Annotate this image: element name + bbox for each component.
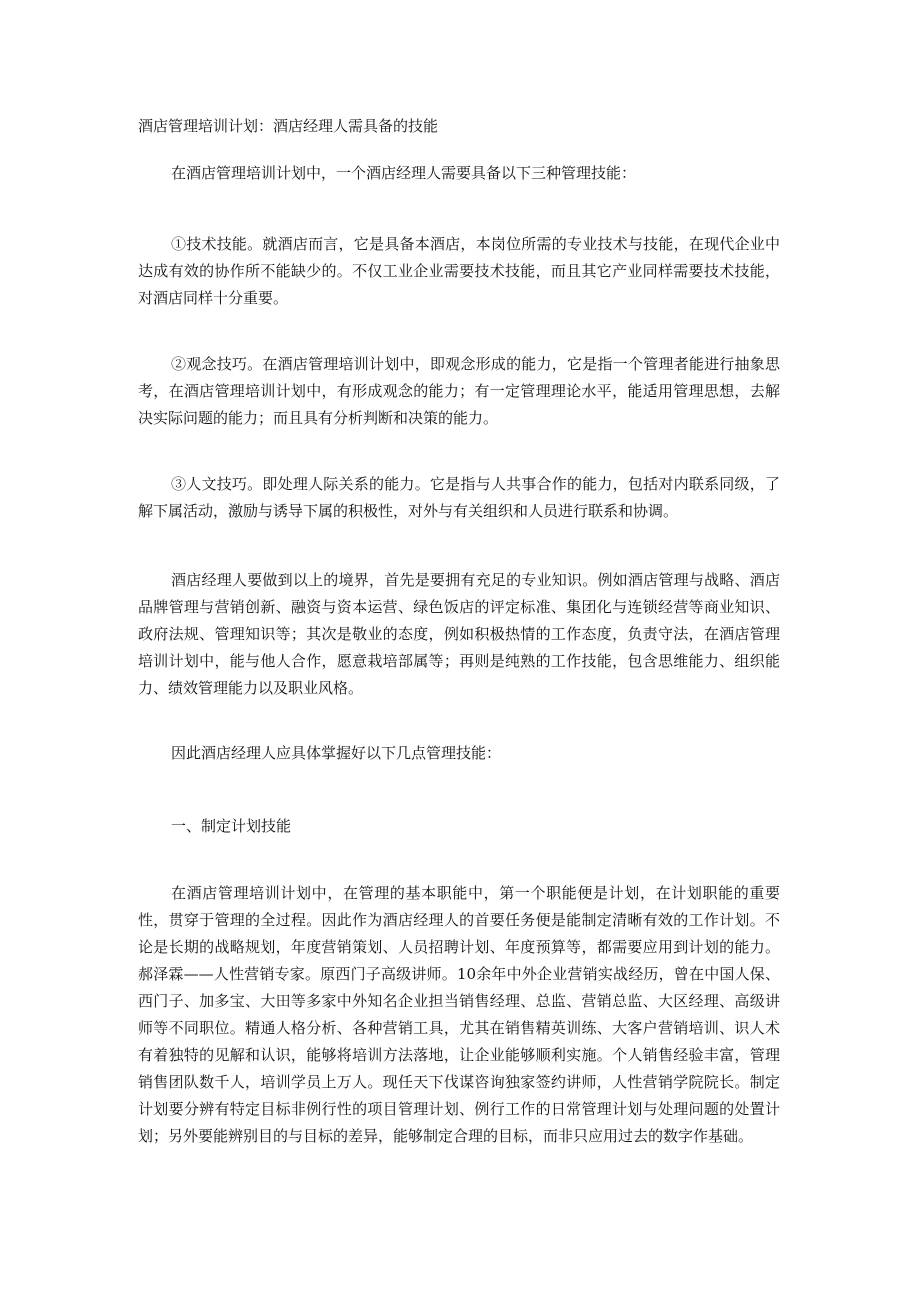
document-title: 酒店管理培训计划：酒店经理人需具备的技能: [138, 117, 439, 135]
paragraph-knowledge: 酒店经理人要做到以上的境界，首先是要拥有充足的专业知识。例如酒店管理与战略、酒店品牌管理与营销创新、融资与资本运营、绿色饭店的评定标准、集团化与连锁经营等商业知识、政府法规、管理知识等；其次是敬业的态度，例如积极热情的工作态度，负责守法，在酒店管理培训计划中，能与他人合作，愿意栽培部属等；再则是纯熟的工作技能，包含思维能力、组织能力、绩效管理能力以及职业风格。: [138, 571, 780, 697]
paragraph-conceptual-skill: ②观念技巧。在酒店管理培训计划中，即观念形成的能力，它是指一个管理者能进行抽象思考，在酒店管理培训计划中，有形成观念的能力；有一定管理理论水平，能适用管理思想，去解决实际问题的能力；而且具有分析判断和决策的能力。: [138, 355, 780, 427]
paragraph-intro: 在酒店管理培训计划中，一个酒店经理人需要具备以下三种管理技能：: [171, 164, 637, 182]
section-heading-planning: 一、制定计划技能: [171, 817, 292, 835]
paragraph-therefore: 因此酒店经理人应具体掌握好以下几点管理技能：: [171, 744, 502, 762]
paragraph-human-skill: ③人文技巧。即处理人际关系的能力。它是指与人共事合作的能力，包括对内联系同级，了解下属活动，激励与诱导下属的积极性，对外与有关组织和人员进行联系和协调。: [138, 475, 780, 520]
paragraph-planning: 在酒店管理培训计划中，在管理的基本职能中，第一个职能便是计划，在计划职能的重要性，贯穿于管理的全过程。因此作为酒店经理人的首要任务便是能制定清晰有效的工作计划。不论是长期的战略规划，年度营销策划、人员招聘计划、年度预算等，都需要应用到计划的能力。郝泽霖——人性营销专家。原西门子高级讲师。10余年中外企业营销实战经历，曾在中国人保、西门子、加多宝、大田等多家中外知名企业担当销售经理、总监、营销总监、大区经理、高级讲师等不同职位。精通人格分析、各种营销工具，尤其在销售精英训练、大客户营销培训、识人术有着独特的见解和认识，能够将培训方法落地，让企业能够顺利实施。个人销售经验丰富，管理销售团队数千人，培训学员上万人。现任天下伐谋咨询独家签约讲师，人性营销学院院长。制定计划要分辨有特定目标非例行性的项目管理计划、例行工作的日常管理计划与处理问题的处置计划；另外要能辨别目的与目标的差异，能够制定合理的目标，而非只应用过去的数字作基础。: [138, 884, 780, 1145]
paragraph-technical-skill: ①技术技能。就酒店而言，它是具备本酒店，本岗位所需的专业技术与技能，在现代企业中达成有效的协作所不能缺少的。不仅工业企业需要技术技能，而且其它产业同样需要技术技能，对酒店同样十分重要。: [138, 235, 780, 307]
